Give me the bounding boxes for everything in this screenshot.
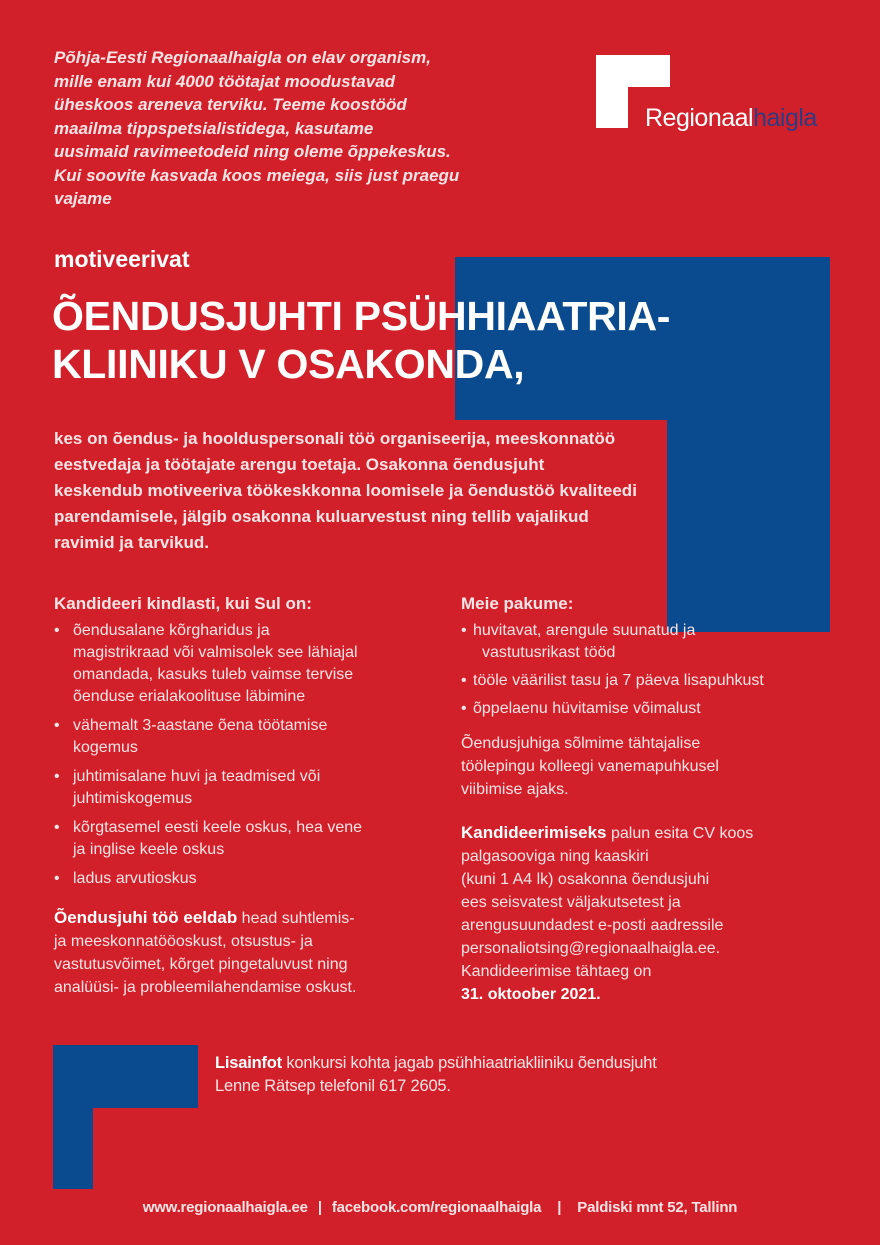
- more-info-bold: Lisainfot: [215, 1054, 282, 1072]
- item-line: ladus arvutioskus: [73, 870, 197, 887]
- item-line: ja inglise keele oskus: [73, 841, 225, 858]
- intro-line: Põhja-Eesti Regionaalhaigla on elav organism,: [54, 48, 431, 67]
- para-line: palgasooviga ning kaaskiri: [461, 848, 649, 865]
- heading-pre: motiveerivat: [54, 246, 190, 272]
- lede-line: eestvedaja ja töötajate arengu toetaja. Osakonna õendusjuht: [54, 455, 545, 474]
- footer: [0, 1199, 880, 1216]
- work-requires-bold: Õendusjuhi töö eeldab: [54, 908, 238, 927]
- list-item: [54, 817, 444, 861]
- item-line: õppelaenu hüvitamise võimalust: [473, 700, 701, 717]
- title-line: KLIINIKU V OSAKONDA,: [52, 341, 525, 387]
- para-line: töölepingu kolleegi vanemapuhkusel: [461, 758, 719, 775]
- logo-mark-vertical: [596, 87, 628, 128]
- more-info-contact: Lenne Rätsep telefonil 617 2605.: [215, 1077, 451, 1095]
- para-line: arengusuundadest e-posti aadressile: [461, 917, 724, 934]
- item-line: juhtimisalane huvi ja teadmised või: [73, 768, 321, 785]
- more-info-text: konkursi kohta jagab psühhiaatriakliiniku õendusjuht: [281, 1054, 657, 1072]
- logo-mark-top: [596, 55, 670, 87]
- blue-corner-top: [53, 1045, 198, 1108]
- intro-line: uusimaid ravimeetodeid ning oleme õppekeskus.: [54, 142, 451, 161]
- list-item: [461, 620, 851, 664]
- item-line: õenduse erialakoolituse läbimine: [73, 688, 306, 705]
- item-line: kogemus: [73, 739, 138, 756]
- para-line: ees seisvatest väljakutsetest ja: [461, 894, 681, 911]
- intro-line: Kui soovite kasvada koos meiega, siis just praegu: [54, 165, 460, 185]
- deadline-date: 31. oktoober 2021.: [461, 986, 601, 1003]
- para-line: vastutusvõimet, kõrget pingetaluvust ning: [54, 956, 348, 973]
- address: Paldiski mnt 52, Tallinn: [577, 1199, 738, 1216]
- apply-text: palun esita CV koos: [606, 825, 754, 842]
- item-line: vähemalt 3-aastane õena töötamise: [73, 717, 328, 734]
- lede-line: parendamisele, jälgib osakonna kuluarvestust ning tellib vajalikud: [54, 507, 589, 526]
- requirements-title: Kandideeri kindlasti, kui Sul on:: [54, 594, 312, 613]
- work-requires-text: head suhtlemis-: [237, 910, 355, 927]
- bullet-icon: •: [54, 870, 60, 887]
- list-item: [461, 698, 851, 720]
- bullet-icon: •: [54, 819, 60, 836]
- separator: |: [317, 1199, 322, 1216]
- list-item: [54, 715, 444, 759]
- logo-text-regionaal: Regionaal: [645, 104, 754, 132]
- lede-line: keskendub motiveeriva töökeskkonna loomisele ja õendustöö kvaliteedi: [54, 481, 637, 500]
- item-line: kõrgtasemel eesti keele oskus, hea vene: [73, 819, 363, 836]
- lede-line: kes on õendus- ja hoolduspersonali töö organiseerija, meeskonnatöö: [54, 429, 616, 448]
- list-item: [54, 868, 444, 890]
- separator: |: [557, 1199, 562, 1216]
- bullet-icon: •: [54, 717, 60, 734]
- para-line: viibimise ajaks.: [461, 781, 569, 798]
- requirements-section: [54, 594, 444, 999]
- item-line: õendusalane kõrgharidus ja: [73, 622, 270, 639]
- page-title: [52, 292, 670, 388]
- bullet-icon: •: [54, 768, 60, 785]
- intro-text: [54, 46, 524, 211]
- logo-text-haigla: haigla: [753, 104, 817, 132]
- list-item: [54, 766, 444, 810]
- item-line: omandada, kasuks tuleb vaimse tervise: [73, 666, 354, 683]
- offer-title: Meie pakume:: [461, 594, 574, 613]
- blue-corner-vertical: [53, 1108, 93, 1189]
- website-link[interactable]: www.regionaalhaigla.ee: [142, 1199, 308, 1216]
- intro-line: maailma tippspetsialistidega, kasutame: [54, 118, 374, 138]
- item-line: vastutusrikast tööd: [482, 644, 616, 661]
- lede-line: ravimid ja tarvikud.: [54, 533, 209, 552]
- bullet-icon: •: [461, 672, 467, 689]
- para-line: ja meeskonnatööoskust, otsustus- ja: [54, 933, 313, 950]
- intro-line: üheskoos areneva terviku. Teeme koostööd: [54, 95, 407, 114]
- requirements-list: [54, 620, 444, 890]
- para-line: (kuni 1 A4 lk) osakonna õendusjuhi: [461, 871, 710, 888]
- job-description: [54, 426, 637, 556]
- facebook-link[interactable]: facebook.com/regionaalhaigla: [331, 1199, 542, 1216]
- bullet-icon: •: [54, 622, 60, 639]
- list-item: [54, 620, 444, 708]
- work-requires-paragraph: [54, 906, 444, 999]
- para-line: analüüsi- ja probleemilahendamise oskust.: [54, 979, 357, 996]
- intro-line: mille enam kui 4000 töötajat moodustavad: [54, 71, 396, 91]
- offer-section: [461, 594, 851, 1006]
- apply-paragraph: [461, 821, 851, 1006]
- email-link[interactable]: personaliotsing@regionaalhaigla.ee.: [461, 940, 721, 957]
- more-info: [215, 1052, 657, 1098]
- bullet-icon: •: [461, 622, 467, 639]
- contract-paragraph: [461, 732, 851, 801]
- offer-list: [461, 620, 851, 720]
- bullet-icon: •: [461, 700, 467, 717]
- item-line: magistrikraad või valmisolek see lähiajal: [73, 644, 358, 661]
- deadline-label: Kandideerimise tähtaeg on: [461, 963, 652, 980]
- para-line: Õendusjuhiga sõlmime tähtajalise: [461, 735, 701, 752]
- item-line: tööle väärilist tasu ja 7 päeva lisapuhkust: [473, 672, 764, 689]
- apply-bold: Kandideerimiseks: [461, 823, 607, 842]
- logo-wordmark: [645, 104, 817, 133]
- list-item: [461, 670, 851, 692]
- title-line: ÕENDUSJUHTI PSÜHHIAATRIA-: [52, 293, 671, 339]
- intro-line: vajame: [54, 189, 112, 208]
- item-line: huvitavat, arengule suunatud ja: [473, 622, 696, 639]
- item-line: juhtimiskogemus: [73, 790, 193, 807]
